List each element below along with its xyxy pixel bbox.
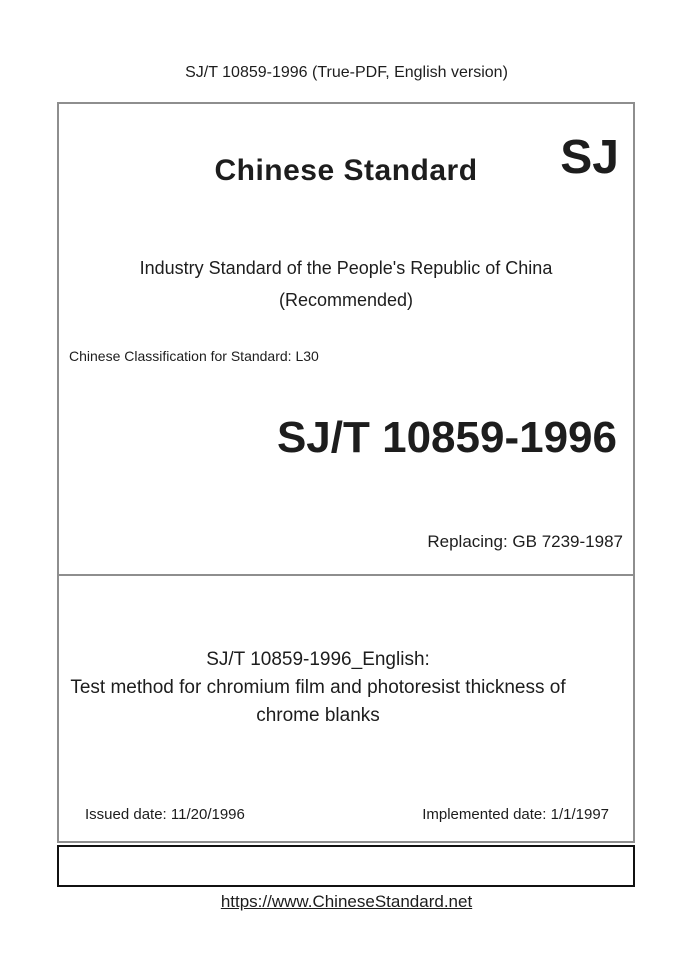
english-title-line3: chrome blanks	[256, 705, 380, 726]
empty-note-box	[57, 845, 635, 887]
classification-label: Chinese Classification for Standard: L30	[69, 348, 319, 364]
dates-row	[85, 806, 609, 823]
english-title-line1: SJ/T 10859-1996_English:	[206, 649, 430, 670]
section-divider	[59, 574, 633, 576]
sj-logo: SJ	[560, 131, 619, 184]
footer-link[interactable]: https://www.ChineseStandard.net	[220, 892, 473, 911]
replacing-note: Replacing: GB 7239-1987	[427, 532, 623, 551]
english-title-line2: Test method for chromium film and photoresist thickness of	[70, 677, 566, 698]
document-header: SJ/T 10859-1996 (True-PDF, English version)	[185, 64, 508, 81]
org-line-2: (Recommended)	[278, 290, 414, 310]
standard-number: SJ/T 10859-1996	[276, 413, 617, 462]
implemented-date: Implemented date: 1/1/1997	[422, 806, 609, 823]
cover-box	[57, 102, 635, 843]
issued-date: Issued date: 11/20/1996	[85, 806, 245, 823]
org-line-1: Industry Standard of the People's Republic of China	[139, 258, 553, 278]
org-lines	[59, 252, 633, 316]
cover-title: Chinese Standard	[214, 154, 478, 187]
english-title	[59, 646, 633, 730]
